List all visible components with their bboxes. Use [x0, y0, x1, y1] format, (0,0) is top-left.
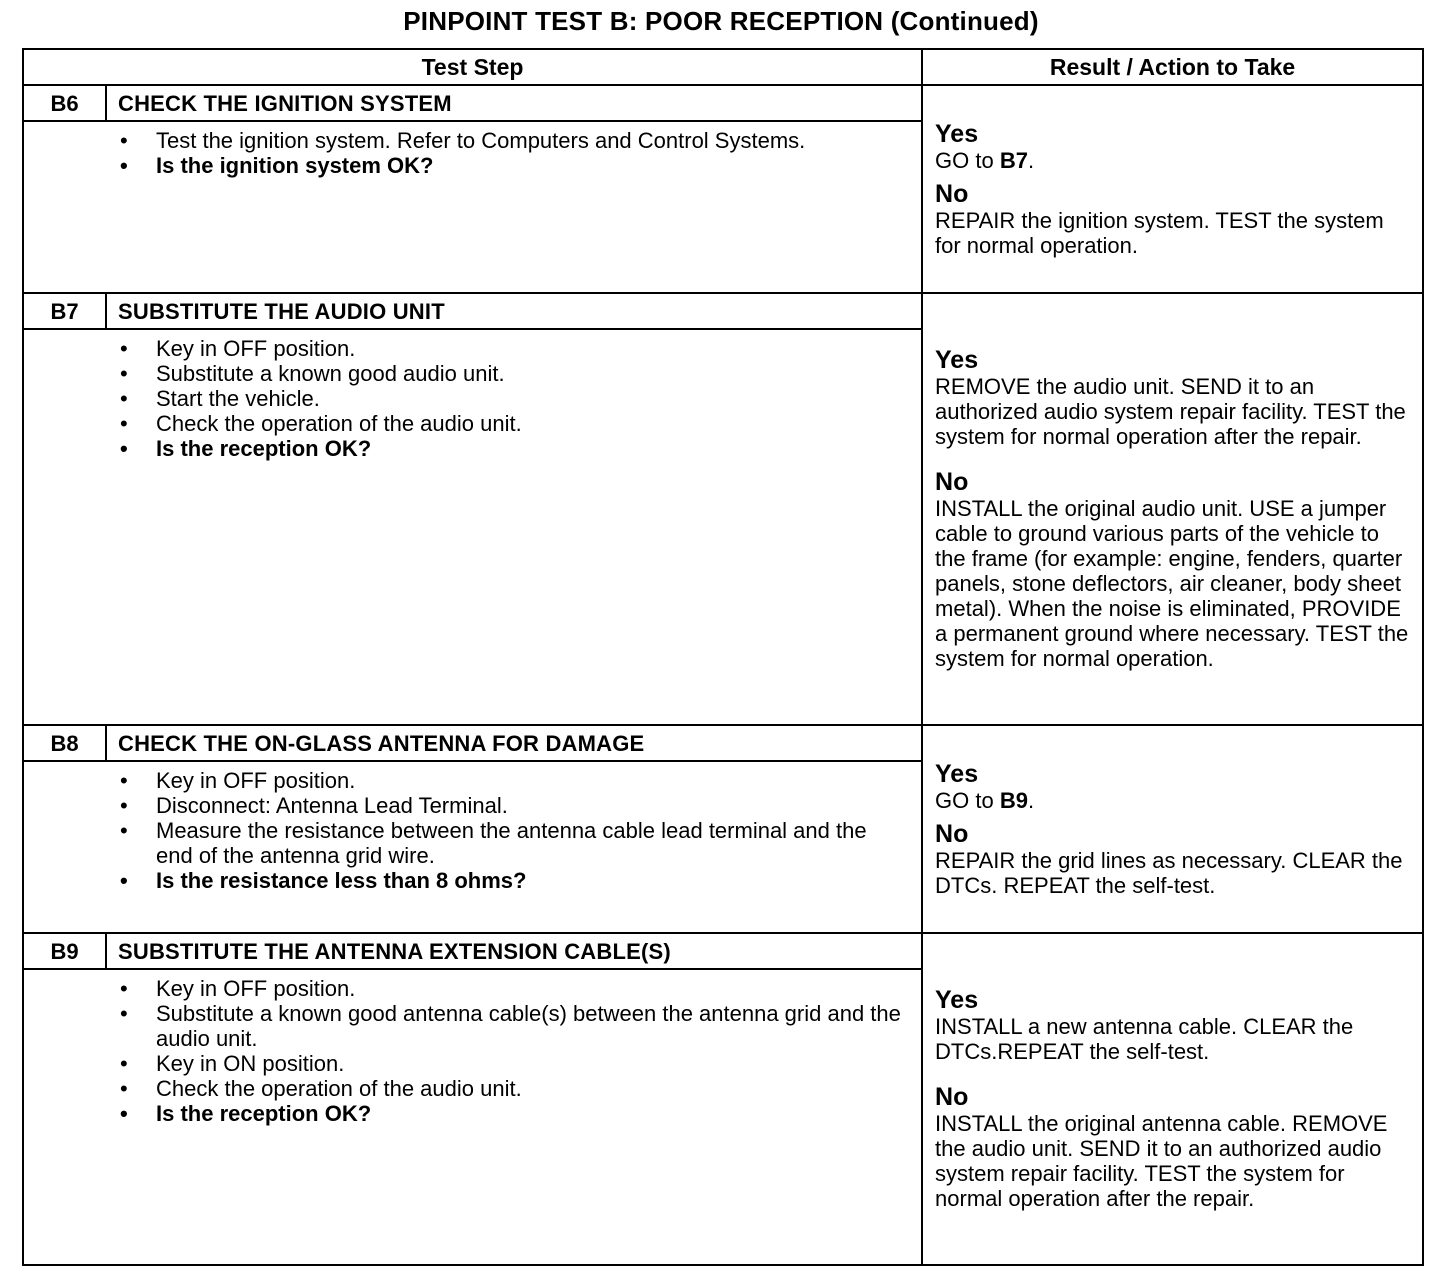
- no-label: No: [935, 1083, 969, 1111]
- step-title: CHECK THE ON-GLASS ANTENNA FOR DAMAGE: [106, 725, 922, 761]
- no-action: INSTALL the original antenna cable. REMOVE the audio unit. SEND it to an authorized audio system repair facility. TEST the system for normal operation after the repair.: [935, 1111, 1388, 1211]
- yes-label: Yes: [935, 346, 979, 374]
- step-title: SUBSTITUTE THE ANTENNA EXTENSION CABLE(S): [106, 933, 922, 969]
- yes-action: INSTALL a new antenna cable. CLEAR the DTCs.REPEAT the self-test.: [935, 1014, 1354, 1064]
- list-item: • Substitute a known good audio unit.: [112, 361, 901, 386]
- step-result: [922, 725, 1423, 933]
- step-question: • Is the resistance less than 8 ohms?: [112, 868, 901, 893]
- yes-label: Yes: [935, 119, 979, 148]
- step-title-row: [23, 293, 1423, 329]
- yes-action: GO to B9.: [935, 787, 1035, 813]
- step-result: [922, 293, 1423, 725]
- step-id: B8: [23, 725, 106, 761]
- step-title: CHECK THE IGNITION SYSTEM: [106, 85, 922, 121]
- step-title-row: [23, 933, 1423, 969]
- step-instructions: [106, 121, 922, 293]
- goto-step-ref: B7: [999, 147, 1028, 173]
- yes-action: GO to B7.: [935, 147, 1035, 173]
- result-header: Result / Action to Take: [922, 49, 1423, 85]
- test-step-header: Test Step: [23, 49, 922, 85]
- step-instructions: [106, 761, 922, 933]
- step-title: SUBSTITUTE THE AUDIO UNIT: [106, 293, 922, 329]
- table-header-row: [23, 49, 1423, 85]
- step-id: B7: [23, 293, 106, 329]
- list-item: • Check the operation of the audio unit.: [112, 1076, 901, 1101]
- goto-step-ref: B9: [999, 787, 1028, 813]
- step-instructions: [106, 969, 922, 1265]
- list-item: • Substitute a known good antenna cable(s) between the antenna grid and the audio unit.: [112, 1001, 901, 1051]
- list-item: • Key in ON position.: [112, 1051, 901, 1076]
- step-title-row: [23, 85, 1423, 121]
- no-label: No: [935, 179, 969, 208]
- list-item: • Key in OFF position.: [112, 768, 901, 793]
- step-id: B9: [23, 933, 106, 969]
- list-item: • Start the vehicle.: [112, 386, 901, 411]
- yes-action: REMOVE the audio unit. SEND it to an authorized audio system repair facility. TEST the system for normal operation after the repair.: [935, 374, 1406, 449]
- pinpoint-test-table: [22, 48, 1424, 1266]
- yes-label: Yes: [935, 986, 979, 1014]
- step-id: B6: [23, 85, 106, 121]
- list-item: • Check the operation of the audio unit.: [112, 411, 901, 436]
- list-item: • Disconnect: Antenna Lead Terminal.: [112, 793, 901, 818]
- step-question: • Is the reception OK?: [112, 1101, 901, 1126]
- page-title: PINPOINT TEST B: POOR RECEPTION (Continued): [403, 6, 1039, 36]
- no-action: INSTALL the original audio unit. USE a jumper cable to ground various parts of the vehicle to the frame (for example: engine, fenders, quarter panels, stone deflectors, air cleaner, body sheet metal). When the noise is eliminated, PROVIDE a permanent ground where necessary. TEST the system for normal operation.: [935, 496, 1409, 671]
- list-item: • Key in OFF position.: [112, 336, 901, 361]
- no-action: REPAIR the ignition system. TEST the system for normal operation.: [935, 207, 1384, 258]
- step-instructions: [106, 329, 922, 725]
- no-label: No: [935, 468, 969, 496]
- no-action: REPAIR the grid lines as necessary. CLEAR the DTCs. REPEAT the self-test.: [935, 847, 1403, 898]
- step-result: [922, 933, 1423, 1265]
- step-result: [922, 85, 1423, 293]
- list-item: • Measure the resistance between the antenna cable lead terminal and the end of the antenna grid wire.: [112, 818, 901, 868]
- no-label: No: [935, 819, 969, 848]
- step-question: • Is the reception OK?: [112, 436, 901, 461]
- yes-label: Yes: [935, 759, 979, 788]
- step-question: • Is the ignition system OK?: [112, 153, 901, 178]
- list-item: • Test the ignition system. Refer to Computers and Control Systems.: [112, 128, 901, 153]
- step-title-row: [23, 725, 1423, 761]
- list-item: • Key in OFF position.: [112, 976, 901, 1001]
